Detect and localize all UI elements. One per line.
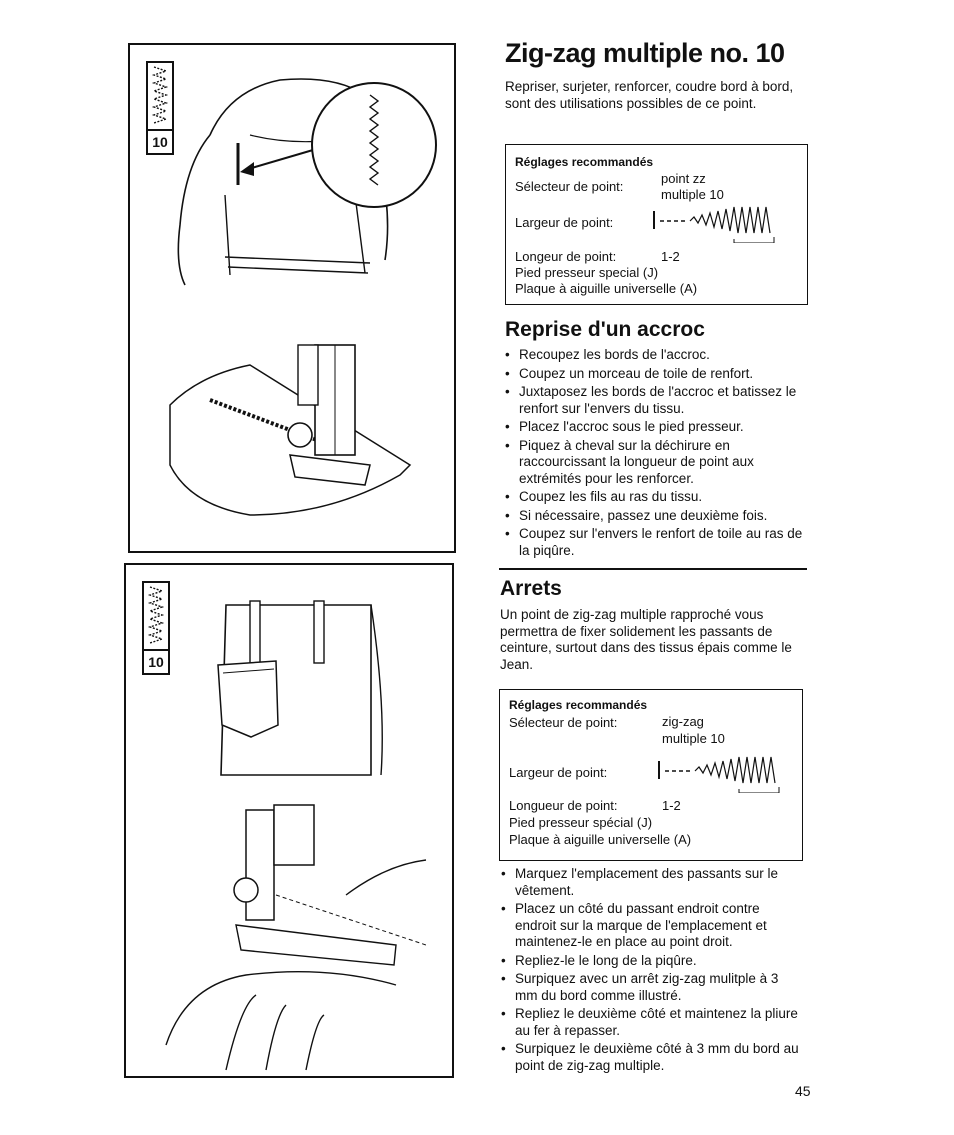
foot-setting: Pied presseur spécial (J) <box>509 815 653 830</box>
settings-box-2 <box>499 689 803 861</box>
stitch-width-gauge-icon <box>657 753 787 793</box>
settings-box-1 <box>505 144 808 305</box>
arrets-steps-list <box>499 866 804 1076</box>
list-item: • Surpiquez le deuxième côté à 3 mm du bord au point de zig-zag multiple. <box>499 1041 804 1074</box>
list-item: • Coupez un morceau de toile de renfort. <box>503 366 808 383</box>
stitch-badge-top <box>146 61 174 155</box>
selector-value-2: multiple 10 <box>662 731 725 746</box>
list-item: • Juxtaposez les bords de l'accroc et batissez le renfort sur l'envers du tissu. <box>503 384 808 417</box>
intro-paragraph: Repriser, surjeter, renforcer, coudre bord à bord, sont des utilisations possibles de ce point. <box>505 79 794 111</box>
width-label: Largeur de point: <box>509 765 608 780</box>
list-item: • Piquez à cheval sur la déchirure en raccourcissant la longueur de point aux extrémités pour les renforcer. <box>503 438 808 488</box>
section-title-arrets: Arrets <box>500 577 562 600</box>
settings-heading: Réglages recommandés <box>515 155 654 169</box>
stitch-badge-bottom <box>142 581 170 675</box>
list-item: • Marquez l'emplacement des passants sur le vêtement. <box>499 866 804 899</box>
reprise-steps-list <box>503 347 808 561</box>
list-item: • Recoupez les bords de l'accroc. <box>503 347 808 364</box>
length-label: Longueur de point: <box>509 798 618 813</box>
page-title: Zig-zag multiple no. 10 <box>505 38 785 68</box>
plate-setting: Plaque à aiguille universelle (A) <box>515 281 698 296</box>
selector-value-2: multiple 10 <box>661 187 724 202</box>
list-item: • Coupez les fils au ras du tissu. <box>503 489 808 506</box>
length-value: 1-2 <box>661 249 680 264</box>
illustration-jacket-repair <box>128 43 456 553</box>
settings-heading: Réglages recommandés <box>509 698 648 712</box>
list-item: • Placez un côté du passant endroit contre endroit sur la marque de l'emplacement et maintenez-le en place au point droit. <box>499 901 804 951</box>
arrets-intro: Un point de zig-zag multiple rapproché vous permettra de fixer solidement les passants de ceinture, surtout dans des tissus épais comme le Jean. <box>500 607 792 672</box>
selector-label: Sélecteur de point: <box>509 715 618 730</box>
stitch-number-label: 10 <box>152 134 168 150</box>
length-value: 1-2 <box>662 798 681 813</box>
list-item: • Placez l'accroc sous le pied presseur. <box>503 419 808 436</box>
list-item: • Repliez le deuxième côté et maintenez la pliure au fer à repasser. <box>499 1006 804 1039</box>
stitch-number-label: 10 <box>148 654 164 670</box>
stitch-width-gauge-icon <box>652 203 782 243</box>
list-item: • Repliez-le le long de la piqûre. <box>499 953 804 970</box>
list-item: • Coupez sur l'envers le renfort de toile au ras de la piqûre. <box>503 526 808 559</box>
foot-setting: Pied presseur special (J) <box>515 265 659 280</box>
selector-value-1: zig-zag <box>662 714 704 729</box>
jacket-darning-drawing <box>130 45 454 551</box>
section-title-reprise: Reprise d'un accroc <box>505 318 705 341</box>
belt-loop-drawing <box>126 565 452 1076</box>
length-label: Longeur de point: <box>515 249 617 264</box>
multiple-zigzag-icon <box>148 63 172 131</box>
multiple-zigzag-icon <box>144 583 168 651</box>
page-number: 45 <box>795 1083 811 1099</box>
list-item: • Si nécessaire, passez une deuxième fois. <box>503 508 808 525</box>
selector-value-1: point zz <box>661 171 706 186</box>
illustration-belt-loops <box>124 563 454 1078</box>
section-divider <box>499 568 807 570</box>
plate-setting: Plaque à aiguille universelle (A) <box>509 832 692 847</box>
list-item: • Surpiquez avec un arrêt zig-zag mulitple à 3 mm du bord comme illustré. <box>499 971 804 1004</box>
width-label: Largeur de point: <box>515 215 614 230</box>
selector-label: Sélecteur de point: <box>515 179 624 194</box>
